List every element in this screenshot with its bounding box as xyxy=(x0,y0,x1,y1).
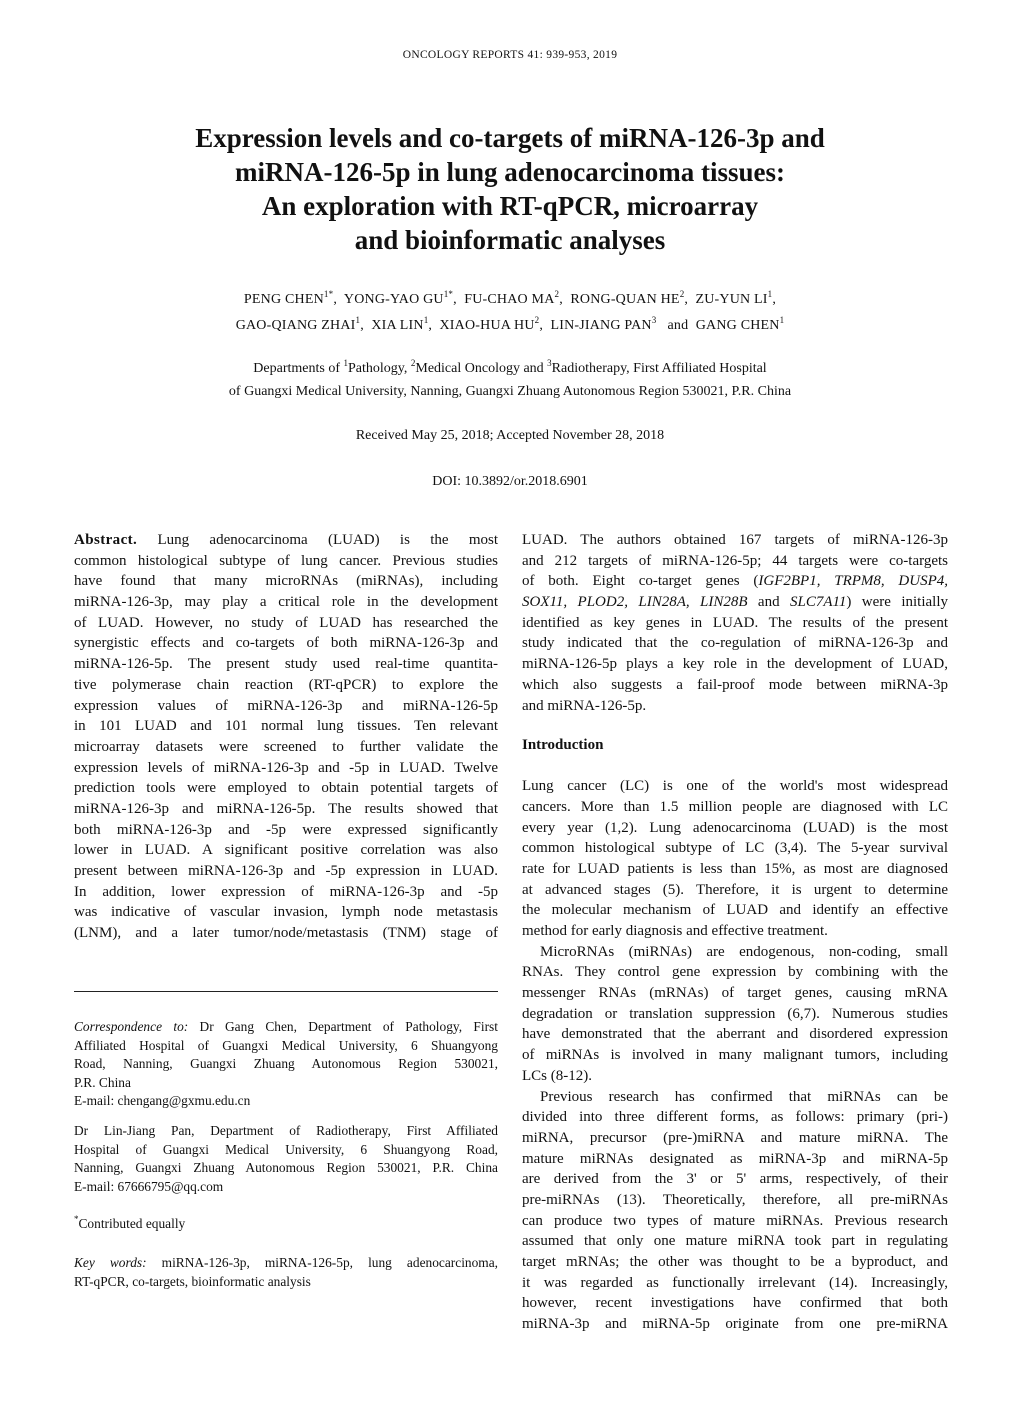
intro-line: degradation or translation suppression (6,7). Numerous studies xyxy=(522,1005,948,1022)
correspondence-block-2 xyxy=(74,1122,498,1196)
intro-line: of miRNAs is involved in many malignant tumors, including xyxy=(522,1047,948,1064)
affiliation-line: of Guangxi Medical University, Nanning, Guangxi Zhuang Autonomous Region 530021, P.R. China xyxy=(228,384,792,399)
intro-line: LCs (8-12). xyxy=(522,1067,592,1084)
correspondence-line: Hospital of Guangxi Medical University, 6 Shuangyong Road, xyxy=(74,1141,498,1157)
affiliation-text: Pathology, xyxy=(348,361,411,376)
abstract-line: tive polymerase chain reaction (RT-qPCR) to explore the xyxy=(74,676,498,693)
abstract-heading: Abstract. xyxy=(74,532,138,548)
contributed-equally-note xyxy=(74,1215,498,1234)
abstract-line: miRNA-126-3p and miRNA-126-5p. The results showed that xyxy=(74,800,498,817)
footnote-mark: * xyxy=(74,1214,79,1224)
abstract-line: have found that many microRNAs (miRNAs), including xyxy=(74,573,498,590)
author-affiliation-mark: 1* xyxy=(443,289,454,299)
abstract-line: study indicated that the co-regulation of miRNA-126-3p and xyxy=(522,635,948,652)
author-list: PENG $CHEN^{1*}$, YONG-YAO $GU^{1*}$, FU-CHAO $MA^2$, RONG-QUAN $HE^2$, ZU-YUN $LI^1$, GAO-QIANG ZHAI$^1$, XIA LIN$^1$, XIAO-HUA $HU^2$, LIN-JIANG PAN$^3$ and GANG CHEN$^1$ xyxy=(235,289,785,333)
author-affiliation-mark: 1 xyxy=(779,315,785,325)
affiliations xyxy=(60,357,960,403)
intro-line: messenger RNAs (mRNAs) of target genes, causing mRNA xyxy=(522,985,948,1002)
article-title xyxy=(100,121,920,257)
title-line: Expression levels and co-targets of miRNA-126-3p and xyxy=(195,123,825,153)
intro-line: target mRNAs; the other was thought to be a byproduct, and xyxy=(522,1254,948,1270)
intro-line: can produce two types of mature miRNAs. Previous research xyxy=(522,1212,948,1229)
correspondence-line: Nanning, Guangxi Zhuang Autonomous Region 530021, P.R. China xyxy=(74,1160,498,1176)
running-head: ONCOLOGY REPORTS 41: 939-953, 2019 xyxy=(402,49,618,61)
correspondence-line: Affiliated Hospital of Guangxi Medical University, 6 Shuangyong xyxy=(74,1037,498,1053)
abstract-line: was indicative of vascular invasion, lymph node metastasis xyxy=(74,904,498,921)
abstract-text: ) were initially xyxy=(846,594,948,611)
gene-list: SLC7A11 xyxy=(789,594,847,611)
intro-line: every year (1,2). Lung adenocarcinoma (LUAD) is the most xyxy=(522,819,948,836)
intro-line: RNAs. They control gene expression by combining with the xyxy=(522,964,948,981)
abstract-line: identified as key genes in LUAD. The results of the present xyxy=(522,614,948,631)
intro-line: assumed that only one mature miRNA took part in regulating xyxy=(522,1233,948,1250)
abstract-line: LUAD. The authors obtained 167 targets of miRNA-126-3p xyxy=(522,532,948,548)
author-affiliation-mark: 1* xyxy=(323,289,334,299)
abstract-line: and miRNA-126-5p. xyxy=(522,697,647,714)
abstract-line: of LUAD. However, no study of LUAD has researched the xyxy=(74,614,498,631)
abstract-line: expression values of miRNA-126-3p and miRNA-126-5p xyxy=(74,697,498,714)
abstract-line: microarray datasets were screened to further validate the xyxy=(74,738,498,755)
gene-list: IGF2BP1, TRPM8, DUSP4, xyxy=(758,573,948,590)
intro-line: have demonstrated that the aberrant and disordered expression xyxy=(522,1026,948,1043)
author-name: PENG CHEN xyxy=(243,292,324,307)
author-name: GAO-QIANG ZHAI xyxy=(235,318,356,333)
abstract-column-right xyxy=(522,530,948,1335)
intro-line: divided into three different forms, as follows: primary (pri-) xyxy=(522,1109,948,1126)
abstract-line: prediction tools were employed to obtain potential targets of xyxy=(74,780,498,797)
affiliation-text: Departments of xyxy=(253,361,344,376)
intro-line: method for early diagnosis and effective treatment. xyxy=(522,923,828,939)
title-line: An exploration with RT-qPCR, microarray xyxy=(261,191,759,221)
intro-line: the molecular mechanism of LUAD and identify an effective xyxy=(522,902,948,919)
intro-line: cancers. More than 1.5 million people are diagnosed with LC xyxy=(522,798,948,815)
abstract-line: lower in LUAD. A significant positive correlation was also xyxy=(74,842,498,859)
author-affiliation-mark: 2 xyxy=(534,315,540,325)
abstract-line: miRNA-126-3p, may play a critical role in the development xyxy=(74,594,498,611)
author-affiliation-mark: 2 xyxy=(679,289,685,299)
abstract-text: of both. Eight co-target genes ( xyxy=(522,573,759,590)
intro-line: Lung cancer (LC) is one of the world's most widespread xyxy=(522,778,948,795)
abstract-line: miRNA-126-5p plays a key role in the development of LUAD, xyxy=(522,656,948,673)
abstract-line: common histological subtype of lung cancer. Previous studies xyxy=(74,552,498,569)
author-name: GANG CHEN xyxy=(695,318,780,333)
keywords-block xyxy=(74,1254,498,1291)
correspondence-block xyxy=(74,1018,498,1111)
correspondence-line: Dr Gang Chen, Department of Pathology, First xyxy=(188,1019,498,1034)
section-heading-introduction: Introduction xyxy=(522,737,604,754)
abstract-line: (LNM), and a later tumor/node/metastasis (TNM) stage of xyxy=(74,925,498,942)
affiliation-text: Medical Oncology and xyxy=(415,361,548,376)
correspondence-line: P.R. China xyxy=(74,1074,131,1090)
abstract-line: which also suggests a fail-proof mode between miRNA-3p xyxy=(522,676,948,693)
author-name: YONG-YAO GU xyxy=(343,292,444,307)
abstract-line: synergistic effects and co-targets of both miRNA-126-3p and xyxy=(74,635,498,652)
abstract-line: both miRNA-126-3p and -5p were expressed significantly xyxy=(74,821,498,838)
title-line: and bioinformatic analyses xyxy=(354,225,666,255)
correspondence-line: Dr Lin-Jiang Pan, Department of Radiotherapy, First Affiliated xyxy=(74,1123,498,1138)
author-name: LIN-JIANG PAN xyxy=(550,318,652,333)
author-name: FU-CHAO MA xyxy=(464,292,555,307)
correspondence-email: E-mail: chengang@gxmu.edu.cn xyxy=(74,1093,251,1109)
intro-line: common histological subtype of LC (3,4). The 5-year survival xyxy=(522,840,948,857)
abstract-column-left xyxy=(74,530,498,944)
intro-line: MicroRNAs (miRNAs) are endogenous, non-coding, small xyxy=(540,943,948,960)
abstract-line-genes xyxy=(522,592,948,613)
affiliation-text: Radiotherapy, First Affiliated Hospital xyxy=(551,361,767,376)
abstract-line: expression levels of miRNA-126-3p and -5p in LUAD. Twelve xyxy=(74,759,498,776)
intro-line: mature miRNAs designated as miRNA-3p and miRNA-5p xyxy=(522,1150,948,1167)
footnote-text: Contributed equally xyxy=(78,1216,186,1231)
intro-line: miRNA, precursor (pre-)miRNA and mature miRNA. The xyxy=(522,1129,948,1146)
author-name: XIA LIN xyxy=(371,318,424,333)
affiliation-mark: 3 xyxy=(547,358,552,368)
keywords-label: Key words: xyxy=(74,1255,147,1270)
author-name: XIAO-HUA HU xyxy=(439,318,535,333)
affiliation-mark: 1 xyxy=(343,358,348,368)
abstract-text: and xyxy=(747,594,790,611)
abstract-line: miRNA-126-5p. The present study used real-time quantita- xyxy=(74,656,498,673)
correspondence-label: Correspondence to: xyxy=(74,1019,189,1034)
intro-line: however, recent investigations have confirmed that both xyxy=(522,1295,948,1312)
author-affiliation-mark: 1 xyxy=(355,315,361,325)
author-affiliation-mark: 2 xyxy=(554,289,560,299)
gene-list: SOX11, PLOD2, LIN28A, LIN28B xyxy=(522,594,748,611)
affiliation-mark: 2 xyxy=(410,358,416,368)
footnote-divider xyxy=(74,991,498,992)
received-accepted-dates: Received May 25, 2018; Accepted November 28, 2018 xyxy=(355,428,665,443)
abstract-line-genes xyxy=(522,571,948,592)
abstract-line: and 212 targets of miRNA-126-5p; 44 targets were co-targets xyxy=(522,552,948,569)
intro-line: are derived from the 3' or 5' arms, respectively, of their xyxy=(522,1171,948,1188)
author-name: ZU-YUN LI xyxy=(695,292,768,307)
intro-line: at advanced stages (5). Therefore, it is urgent to determine xyxy=(522,881,948,898)
intro-line: it was regarded as functionally irrelevant (14). Increasingly, xyxy=(522,1274,948,1291)
abstract-line: Lung adenocarcinoma (LUAD) is the most xyxy=(137,532,498,548)
intro-line: miRNA-3p and miRNA-5p originate from one pre-miRNA xyxy=(522,1316,948,1333)
intro-line: Previous research has confirmed that miRNAs can be xyxy=(540,1088,948,1105)
keywords-line: RT-qPCR, co-targets, bioinformatic analysis xyxy=(74,1273,311,1289)
doi: DOI: 10.3892/or.2018.6901 xyxy=(432,474,588,489)
author-name: RONG-QUAN HE xyxy=(570,292,680,307)
abstract-line: present between miRNA-126-3p and -5p expression in LUAD. xyxy=(74,863,498,879)
intro-line: pre-miRNAs (13). Theoretically, therefore, all pre-miRNAs xyxy=(522,1191,948,1208)
abstract-line: In addition, lower expression of miRNA-126-3p and -5p xyxy=(74,883,498,900)
title-line: miRNA-126-5p in lung adenocarcinoma tissues: xyxy=(234,157,786,187)
author-affiliation-mark: 3 xyxy=(651,315,657,325)
intro-line: rate for LUAD patients is less than 15%, as most are diagnosed xyxy=(522,860,948,877)
abstract-line: in 101 LUAD and 101 normal lung tissues. Ten relevant xyxy=(74,718,498,735)
correspondence-line: Road, Nanning, Guangxi Zhuang Autonomous Region 530021, xyxy=(74,1056,498,1072)
author-affiliation-mark: 1 xyxy=(423,315,429,325)
keywords-line: miRNA-126-3p, miRNA-126-5p, lung adenocarcinoma, xyxy=(146,1255,499,1270)
author-and: and xyxy=(667,318,689,333)
author-affiliation-mark: 1 xyxy=(767,289,773,299)
correspondence-email: E-mail: 67666795@qq.com xyxy=(74,1178,224,1194)
